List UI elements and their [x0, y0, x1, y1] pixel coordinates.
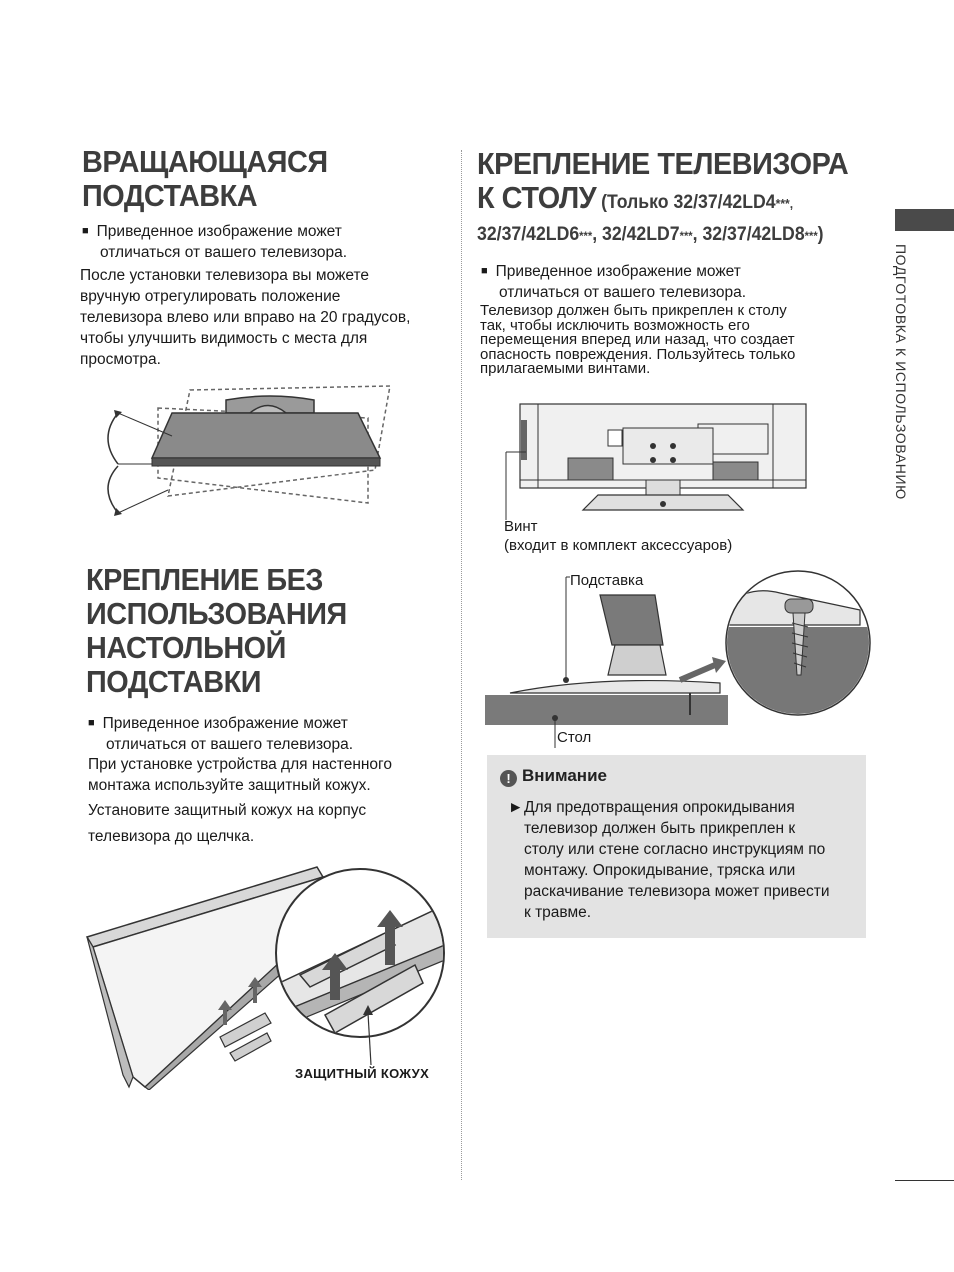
page-number-rule	[895, 1180, 954, 1181]
stand-label: Подставка	[570, 572, 644, 589]
desk-paragraph: Телевизор должен быть прикреплен к столу так, чтобы исключить возможность его перемещения вперед или назад, что создает опасность повреждения. Пользуйтесь только прилагаемыми винтами.	[480, 302, 796, 377]
models-line: 32/37/42LD6***, 32/42LD7***, 32/37/42LD8***)	[477, 224, 824, 245]
no-stand-title: КРЕПЛЕНИЕ БЕЗ ИСПОЛЬЗОВАНИЯ НАСТОЛЬНОЙ ПОДСТАВКИ	[86, 562, 347, 699]
arrow-icon: ►	[508, 799, 524, 816]
swivel-paragraph: После установки телевизора вы можете вручную отрегулировать положение телевизора влево или вправо на 20 градусов, чтобы улучшить видимость с места для просмотра.	[80, 267, 411, 368]
swivel-title: ВРАЩАЮЩАЯСЯ ПОДСТАВКА	[82, 144, 328, 213]
desk-mount-title: КРЕПЛЕНИЕ ТЕЛЕВИЗОРА К СТОЛУ (Только 32/37/42LD4***,	[477, 146, 849, 215]
warning-icon: !	[500, 770, 517, 787]
screw-note: (входит в комплект аксессуаров)	[504, 537, 733, 554]
swivel-illustration	[100, 378, 400, 523]
no-stand-bullet: ■ Приведенное изображение может отличаться от вашего телевизора.	[88, 715, 354, 753]
cover-label: ЗАЩИТНЫЙ КОЖУХ	[295, 1066, 430, 1081]
swivel-bullet: ■ Приведенное изображение может отличаться от вашего телевизора.	[82, 223, 348, 261]
no-stand-paragraph-2: Установите защитный кожух на корпус телевизора до щелчка.	[88, 802, 367, 845]
caution-text: ► Для предотвращения опрокидывания телевизор должен быть прикреплен к столу или стене согласно инструкциям по монтажу. Опрокидывание, тряска или раскачивание телевизора может привести к травме.	[508, 799, 830, 921]
desk-bullet: ■ Приведенное изображение может отличаться от вашего телевизора.	[481, 263, 747, 301]
tv-back-illustration	[498, 400, 810, 520]
chapter-label: ПОДГОТОВКА К ИСПОЛЬЗОВАНИЮ	[893, 244, 909, 500]
caution-title: ! Внимание	[500, 766, 607, 787]
screw-label: Винт	[504, 518, 538, 535]
protective-cover-illustration	[85, 865, 445, 1090]
table-label: Стол	[557, 729, 592, 746]
desk-mount-illustration	[480, 565, 880, 750]
no-stand-paragraph: При установке устройства для настенного монтажа используйте защитный кожух.	[88, 756, 392, 794]
